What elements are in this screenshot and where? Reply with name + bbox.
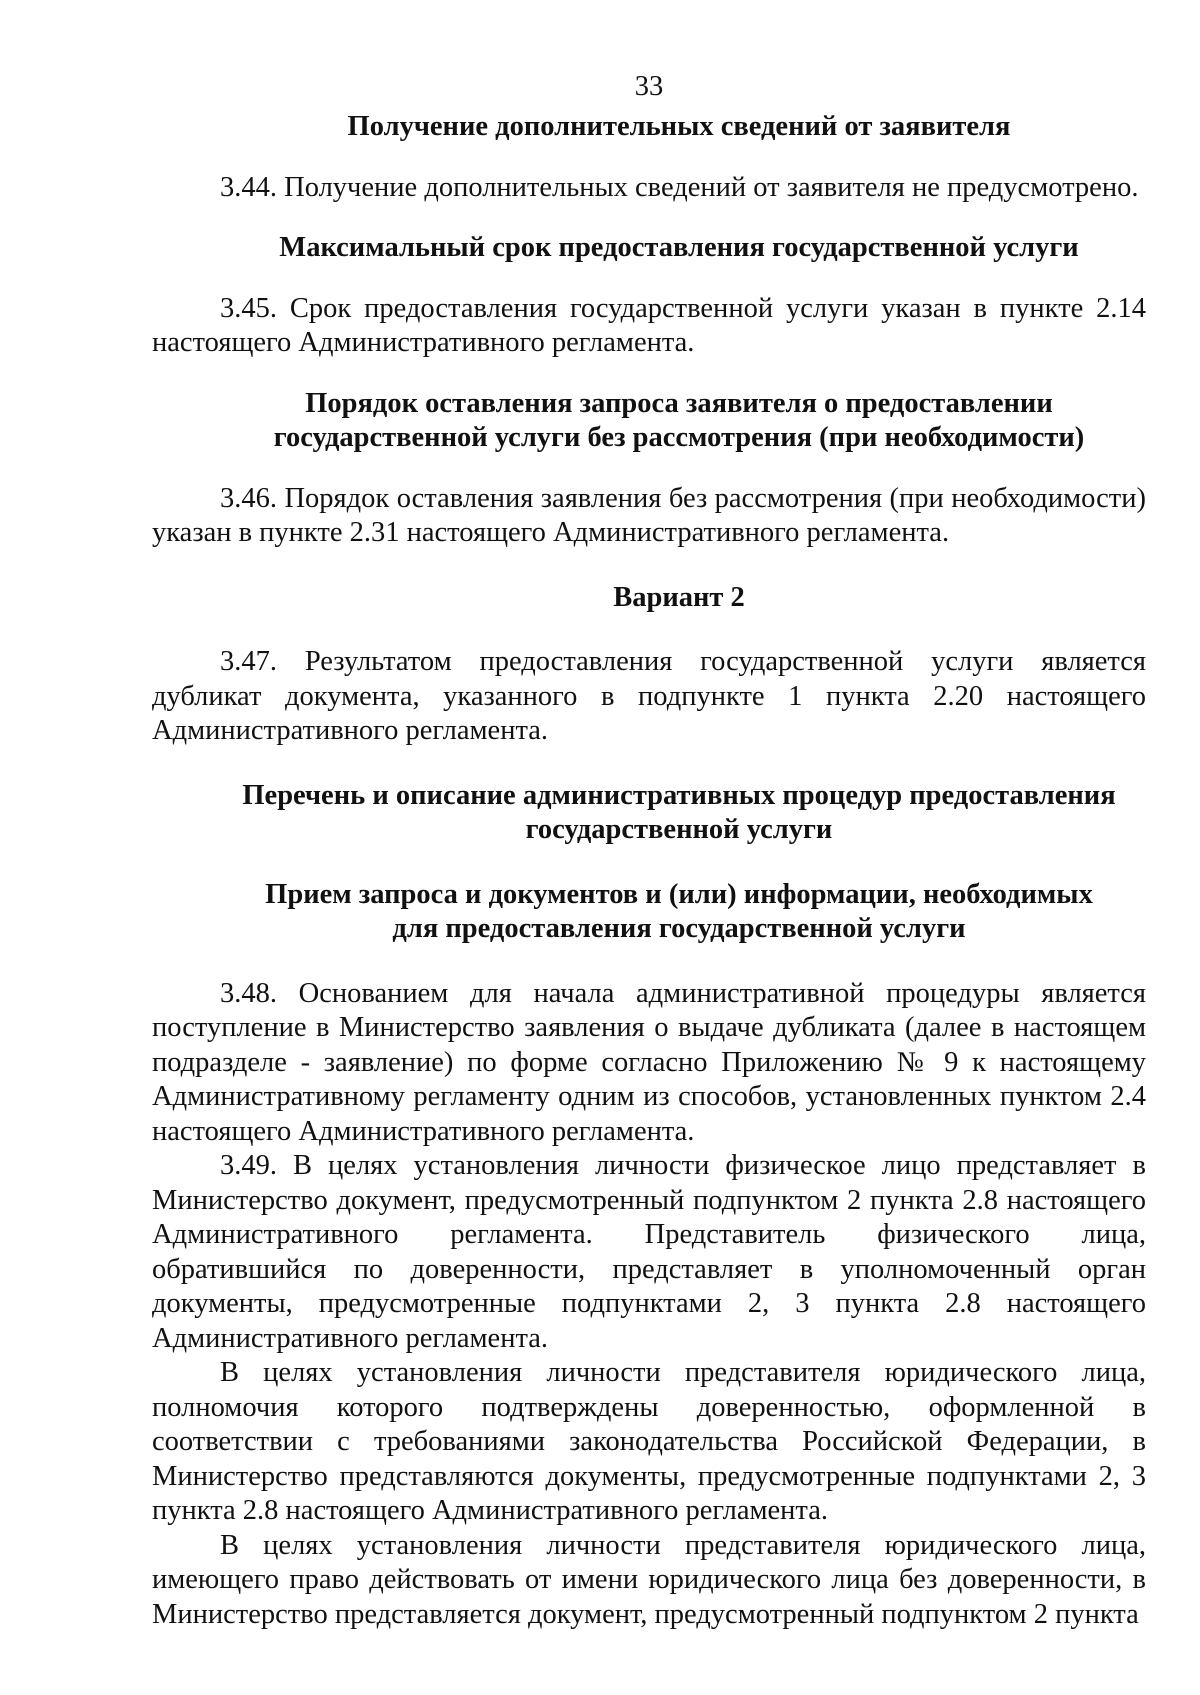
- section-heading-additional-info: Получение дополнительных сведений от заявителя: [347, 111, 1011, 142]
- section-heading-leave-request-line1: Порядок оставления запроса заявителя о предоставлении: [305, 387, 1053, 419]
- paragraph-3-49-legal-rep-no-proxy: В целях установления личности представителя юридического лица, имеющего право действовать от имени юридического лица без доверенности, в Министерство представляется документ, предусмотренный подпунктом 2 пункта: [152, 1529, 1146, 1630]
- paragraph-3-48: 3.48. Основанием для начала административной процедуры является поступление в Министерство заявления о выдаче дубликата (далее в настоящем подразделе - заявление) по форме согласно Приложению № 9 к настоящему Административному регламенту одним из способов, установленных пунктом 2.4 настоящего Административного регламента.: [152, 977, 1146, 1147]
- page-number: 33: [634, 71, 664, 102]
- paragraph-3-49-legal-rep-proxy: В целях установления личности представителя юридического лица, полномочия которого подтверждены доверенностью, оформленной в соответствии с требованиями законодательства Российской Федерации, в Министерство представляются документы, предусмотренные подпунктами 2, 3 пункта 2.8 настоящего Административного регламента.: [152, 1357, 1146, 1526]
- paragraph-3-47: 3.47. Результатом предоставления государственной услуги является дубликат документа, указанного в подпункте 1 пункта 2.20 настоящего Административного регламента.: [152, 646, 1146, 746]
- section-heading-procedures-line2: государственной услуги: [525, 814, 833, 845]
- section-heading-leave-request-line2: государственной услуги без рассмотрения (при необходимости): [273, 422, 1085, 453]
- section-heading-variant-2: Вариант 2: [613, 581, 745, 613]
- paragraph-3-45: 3.45. Срок предоставления государственной услуги указан в пункте 2.14 настоящего Административного регламента.: [152, 292, 1146, 358]
- section-heading-reception-line1: Прием запроса и документов и (или) информации, необходимых: [265, 878, 1093, 910]
- paragraph-3-49: 3.49. В целях установления личности физическое лицо представляет в Министерство документ, предусмотренный подпунктом 2 пункта 2.8 настоящего Административного регламента. Представитель физического лица, обратившийся по доверенности, представляет в уполномоченный орган документы, предусмотренные подпунктами 2, 3 пункта 2.8 настоящего Административного регламента.: [152, 1150, 1146, 1354]
- section-heading-reception-line2: для предоставления государственной услуги: [392, 913, 966, 944]
- paragraph-3-46: 3.46. Порядок оставления заявления без рассмотрения (при необходимости) указан в пункте 2.31 настоящего Административного регламента.: [152, 482, 1146, 548]
- document-page: [152, 70, 1146, 1632]
- section-heading-max-term: Максимальный срок предоставления государственной услуги: [279, 232, 1079, 263]
- paragraph-3-44: 3.44. Получение дополнительных сведений от заявителя не предусмотрено.: [220, 171, 1139, 203]
- section-heading-procedures-line1: Перечень и описание административных процедур предоставления: [242, 779, 1116, 811]
